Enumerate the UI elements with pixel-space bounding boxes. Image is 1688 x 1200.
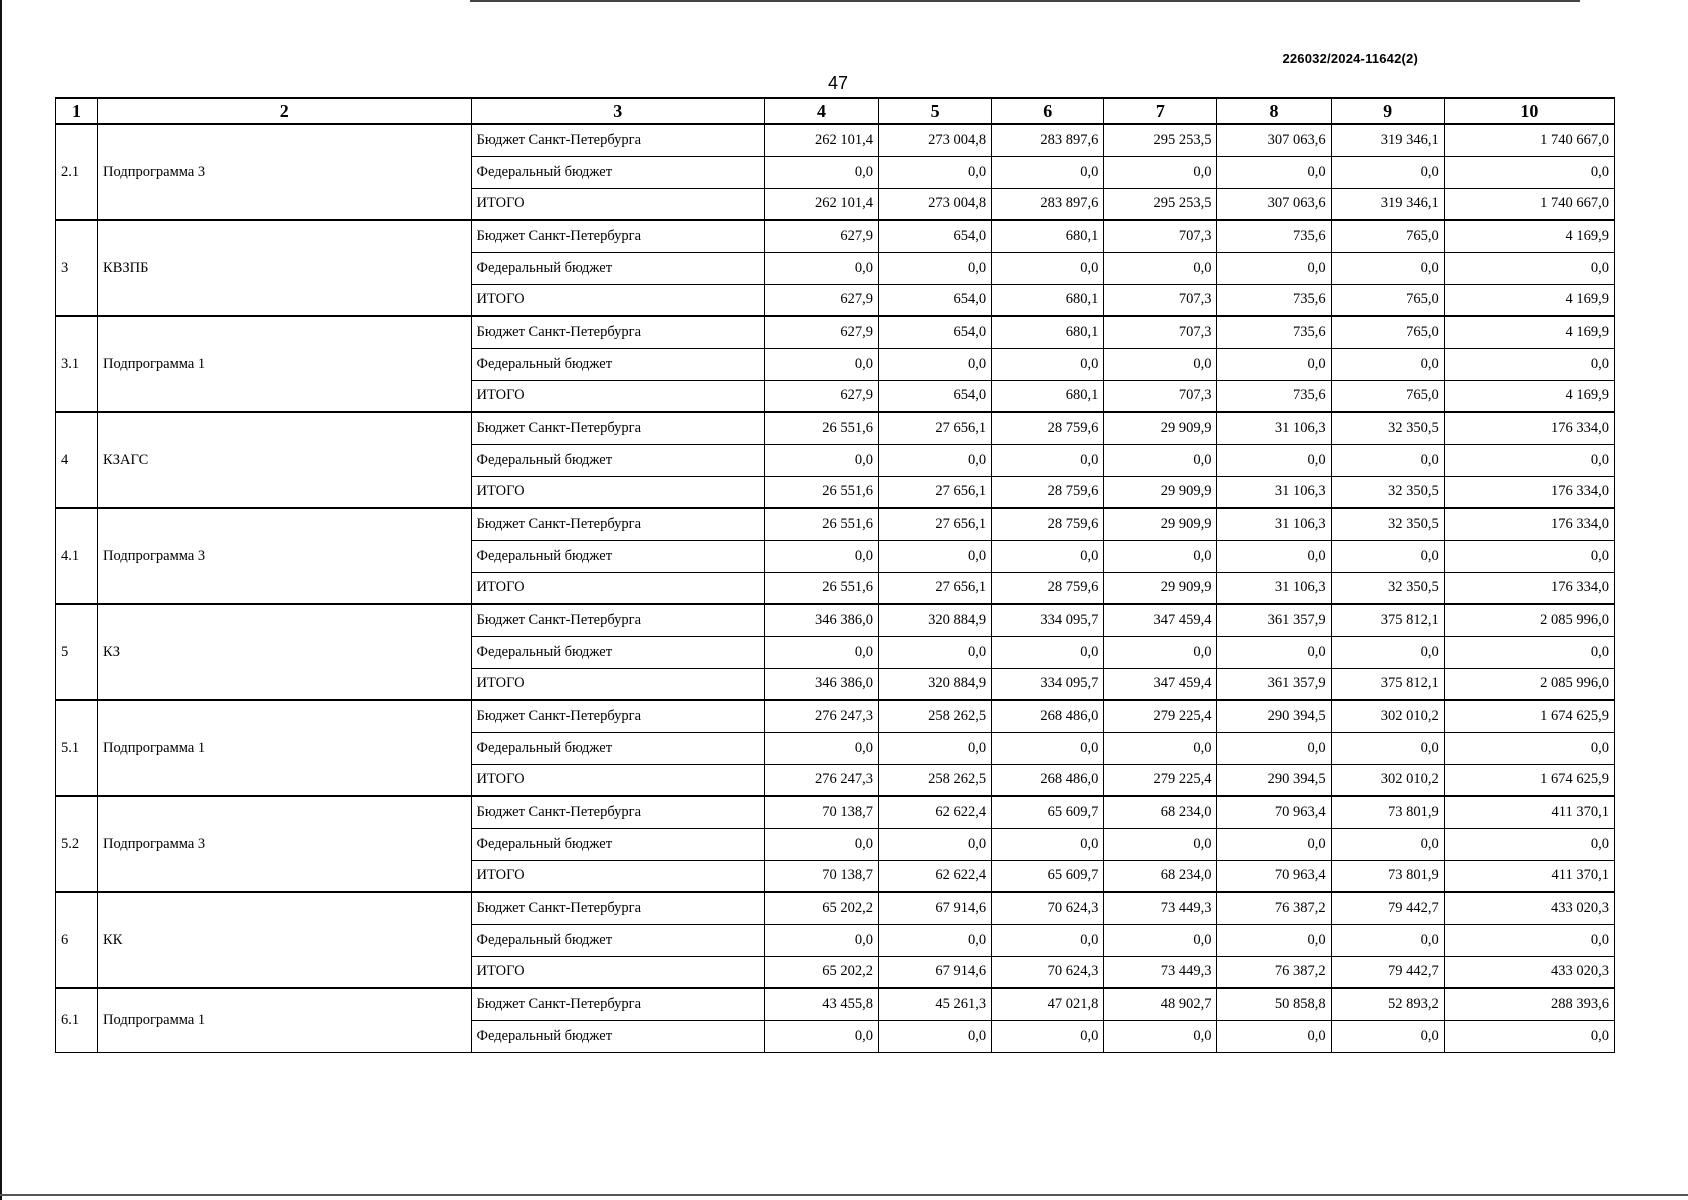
value-cell: 28 759,6 (992, 572, 1104, 604)
value-cell: 735,6 (1217, 284, 1331, 316)
value-cell: 0,0 (992, 348, 1104, 380)
value-cell: 0,0 (879, 732, 992, 764)
value-cell: 319 346,1 (1331, 188, 1444, 220)
value-cell: 0,0 (1217, 732, 1331, 764)
funding-source-cell: Федеральный бюджет (471, 540, 764, 572)
value-cell: 361 357,9 (1217, 604, 1331, 636)
value-cell: 0,0 (1217, 1020, 1331, 1052)
value-cell: 295 253,5 (1104, 188, 1217, 220)
value-cell: 334 095,7 (992, 668, 1104, 700)
value-cell: 654,0 (879, 380, 992, 412)
value-cell: 26 551,6 (764, 476, 878, 508)
value-cell: 26 551,6 (764, 572, 878, 604)
funding-source-cell: Бюджет Санкт-Петербурга (471, 604, 764, 636)
value-cell: 346 386,0 (764, 668, 878, 700)
value-cell: 26 551,6 (764, 412, 878, 444)
value-cell: 707,3 (1104, 316, 1217, 348)
row-number-cell: 4 (56, 412, 98, 508)
funding-source-cell: Федеральный бюджет (471, 444, 764, 476)
value-cell: 27 656,1 (879, 572, 992, 604)
value-cell: 70 138,7 (764, 796, 878, 828)
value-cell: 0,0 (764, 156, 878, 188)
value-cell: 32 350,5 (1331, 412, 1444, 444)
funding-source-cell: Бюджет Санкт-Петербурга (471, 124, 764, 156)
value-cell: 290 394,5 (1217, 764, 1331, 796)
value-cell: 0,0 (764, 732, 878, 764)
value-cell: 0,0 (1217, 252, 1331, 284)
table-row (56, 316, 1615, 348)
table-row (56, 892, 1615, 924)
funding-source-cell: Бюджет Санкт-Петербурга (471, 892, 764, 924)
value-cell: 0,0 (1217, 540, 1331, 572)
funding-source-cell: Федеральный бюджет (471, 156, 764, 188)
table-row (56, 412, 1615, 444)
funding-source-cell: ИТОГО (471, 380, 764, 412)
value-cell: 68 234,0 (1104, 860, 1217, 892)
value-cell: 0,0 (1331, 348, 1444, 380)
value-cell: 0,0 (1217, 156, 1331, 188)
value-cell: 0,0 (764, 540, 878, 572)
value-cell: 0,0 (879, 444, 992, 476)
funding-source-cell: Федеральный бюджет (471, 348, 764, 380)
value-cell: 0,0 (992, 924, 1104, 956)
program-name-cell: КЗАГС (98, 412, 471, 508)
value-cell: 320 884,9 (879, 668, 992, 700)
value-cell: 0,0 (879, 828, 992, 860)
row-number-cell: 6 (56, 892, 98, 988)
program-name-cell: Подпрограмма 1 (98, 700, 471, 796)
page-left-edge (0, 0, 2, 1200)
value-cell: 295 253,5 (1104, 124, 1217, 156)
value-cell: 0,0 (992, 156, 1104, 188)
value-cell: 0,0 (1331, 444, 1444, 476)
budget-table (55, 97, 1615, 1053)
column-header: 1 (56, 98, 98, 124)
column-header: 2 (98, 98, 471, 124)
value-cell: 0,0 (1444, 1020, 1614, 1052)
document-number: 226032/2024-11642(2) (1282, 51, 1418, 66)
value-cell: 707,3 (1104, 284, 1217, 316)
value-cell: 258 262,5 (879, 700, 992, 732)
value-cell: 176 334,0 (1444, 412, 1614, 444)
table-row (56, 700, 1615, 732)
value-cell: 0,0 (992, 1020, 1104, 1052)
program-name-cell: Подпрограмма 1 (98, 988, 471, 1052)
column-header: 4 (764, 98, 878, 124)
value-cell: 0,0 (992, 252, 1104, 284)
funding-source-cell: Бюджет Санкт-Петербурга (471, 220, 764, 252)
funding-source-cell: ИТОГО (471, 860, 764, 892)
value-cell: 361 357,9 (1217, 668, 1331, 700)
value-cell: 627,9 (764, 220, 878, 252)
value-cell: 347 459,4 (1104, 668, 1217, 700)
column-header: 8 (1217, 98, 1331, 124)
value-cell: 0,0 (992, 540, 1104, 572)
value-cell: 32 350,5 (1331, 476, 1444, 508)
value-cell: 0,0 (1331, 924, 1444, 956)
value-cell: 735,6 (1217, 316, 1331, 348)
value-cell: 0,0 (879, 540, 992, 572)
value-cell: 279 225,4 (1104, 764, 1217, 796)
value-cell: 290 394,5 (1217, 700, 1331, 732)
column-header: 7 (1104, 98, 1217, 124)
value-cell: 0,0 (1104, 252, 1217, 284)
value-cell: 28 759,6 (992, 508, 1104, 540)
value-cell: 276 247,3 (764, 700, 878, 732)
row-number-cell: 3 (56, 220, 98, 316)
funding-source-cell: Бюджет Санкт-Петербурга (471, 412, 764, 444)
value-cell: 0,0 (1444, 636, 1614, 668)
value-cell: 273 004,8 (879, 124, 992, 156)
value-cell: 273 004,8 (879, 188, 992, 220)
value-cell: 0,0 (1104, 1020, 1217, 1052)
value-cell: 765,0 (1331, 380, 1444, 412)
row-number-cell: 5.1 (56, 700, 98, 796)
value-cell: 268 486,0 (992, 764, 1104, 796)
value-cell: 0,0 (1104, 156, 1217, 188)
value-cell: 4 169,9 (1444, 284, 1614, 316)
value-cell: 73 801,9 (1331, 860, 1444, 892)
value-cell: 176 334,0 (1444, 572, 1614, 604)
value-cell: 176 334,0 (1444, 508, 1614, 540)
value-cell: 0,0 (879, 924, 992, 956)
value-cell: 0,0 (764, 828, 878, 860)
value-cell: 0,0 (1444, 156, 1614, 188)
value-cell: 276 247,3 (764, 764, 878, 796)
table-row (56, 988, 1615, 1020)
value-cell: 47 021,8 (992, 988, 1104, 1020)
table-row (56, 220, 1615, 252)
column-header: 3 (471, 98, 764, 124)
value-cell: 307 063,6 (1217, 124, 1331, 156)
program-name-cell: Подпрограмма 3 (98, 124, 471, 220)
value-cell: 29 909,9 (1104, 412, 1217, 444)
value-cell: 302 010,2 (1331, 700, 1444, 732)
value-cell: 0,0 (879, 156, 992, 188)
funding-source-cell: ИТОГО (471, 572, 764, 604)
value-cell: 375 812,1 (1331, 668, 1444, 700)
value-cell: 765,0 (1331, 284, 1444, 316)
value-cell: 62 622,4 (879, 860, 992, 892)
funding-source-cell: ИТОГО (471, 476, 764, 508)
value-cell: 680,1 (992, 284, 1104, 316)
value-cell: 48 902,7 (1104, 988, 1217, 1020)
value-cell: 0,0 (879, 1020, 992, 1052)
value-cell: 0,0 (764, 1020, 878, 1052)
value-cell: 65 609,7 (992, 796, 1104, 828)
value-cell: 0,0 (992, 732, 1104, 764)
value-cell: 68 234,0 (1104, 796, 1217, 828)
value-cell: 0,0 (1444, 924, 1614, 956)
value-cell: 0,0 (1217, 444, 1331, 476)
value-cell: 319 346,1 (1331, 124, 1444, 156)
value-cell: 70 624,3 (992, 892, 1104, 924)
value-cell: 79 442,7 (1331, 892, 1444, 924)
value-cell: 29 909,9 (1104, 508, 1217, 540)
value-cell: 0,0 (1444, 348, 1614, 380)
value-cell: 73 449,3 (1104, 892, 1217, 924)
value-cell: 268 486,0 (992, 700, 1104, 732)
value-cell: 735,6 (1217, 220, 1331, 252)
program-name-cell: Подпрограмма 3 (98, 796, 471, 892)
value-cell: 288 393,6 (1444, 988, 1614, 1020)
value-cell: 29 909,9 (1104, 476, 1217, 508)
value-cell: 28 759,6 (992, 476, 1104, 508)
value-cell: 2 085 996,0 (1444, 604, 1614, 636)
value-cell: 411 370,1 (1444, 860, 1614, 892)
value-cell: 65 202,2 (764, 892, 878, 924)
value-cell: 0,0 (1331, 1020, 1444, 1052)
funding-source-cell: Бюджет Санкт-Петербурга (471, 988, 764, 1020)
program-name-cell: КЗ (98, 604, 471, 700)
value-cell: 26 551,6 (764, 508, 878, 540)
funding-source-cell: Федеральный бюджет (471, 828, 764, 860)
value-cell: 707,3 (1104, 380, 1217, 412)
row-number-cell: 4.1 (56, 508, 98, 604)
value-cell: 707,3 (1104, 220, 1217, 252)
value-cell: 0,0 (1217, 924, 1331, 956)
value-cell: 627,9 (764, 380, 878, 412)
funding-source-cell: Бюджет Санкт-Петербурга (471, 316, 764, 348)
value-cell: 0,0 (1331, 636, 1444, 668)
page-bottom-edge (0, 1194, 1688, 1196)
value-cell: 320 884,9 (879, 604, 992, 636)
value-cell: 0,0 (764, 348, 878, 380)
program-name-cell: Подпрограмма 3 (98, 508, 471, 604)
value-cell: 65 202,2 (764, 956, 878, 988)
value-cell: 283 897,6 (992, 188, 1104, 220)
value-cell: 735,6 (1217, 380, 1331, 412)
value-cell: 62 622,4 (879, 796, 992, 828)
column-header: 6 (992, 98, 1104, 124)
value-cell: 680,1 (992, 220, 1104, 252)
value-cell: 433 020,3 (1444, 956, 1614, 988)
funding-source-cell: Федеральный бюджет (471, 732, 764, 764)
value-cell: 76 387,2 (1217, 892, 1331, 924)
value-cell: 70 624,3 (992, 956, 1104, 988)
value-cell: 31 106,3 (1217, 572, 1331, 604)
value-cell: 0,0 (1331, 252, 1444, 284)
funding-source-cell: ИТОГО (471, 668, 764, 700)
value-cell: 627,9 (764, 284, 878, 316)
value-cell: 0,0 (764, 444, 878, 476)
funding-source-cell: Бюджет Санкт-Петербурга (471, 508, 764, 540)
value-cell: 79 442,7 (1331, 956, 1444, 988)
value-cell: 0,0 (1104, 828, 1217, 860)
value-cell: 45 261,3 (879, 988, 992, 1020)
value-cell: 0,0 (992, 444, 1104, 476)
value-cell: 0,0 (1331, 540, 1444, 572)
value-cell: 0,0 (1104, 732, 1217, 764)
value-cell: 31 106,3 (1217, 476, 1331, 508)
value-cell: 258 262,5 (879, 764, 992, 796)
funding-source-cell: Бюджет Санкт-Петербурга (471, 700, 764, 732)
row-number-cell: 3.1 (56, 316, 98, 412)
value-cell: 680,1 (992, 316, 1104, 348)
value-cell: 27 656,1 (879, 476, 992, 508)
value-cell: 1 674 625,9 (1444, 700, 1614, 732)
value-cell: 346 386,0 (764, 604, 878, 636)
funding-source-cell: ИТОГО (471, 188, 764, 220)
value-cell: 73 801,9 (1331, 796, 1444, 828)
value-cell: 50 858,8 (1217, 988, 1331, 1020)
value-cell: 0,0 (1217, 348, 1331, 380)
program-name-cell: КВЗПБ (98, 220, 471, 316)
table-row (56, 508, 1615, 540)
value-cell: 262 101,4 (764, 188, 878, 220)
value-cell: 0,0 (879, 252, 992, 284)
value-cell: 32 350,5 (1331, 572, 1444, 604)
value-cell: 0,0 (1444, 252, 1614, 284)
value-cell: 0,0 (1444, 732, 1614, 764)
table-row (56, 124, 1615, 156)
funding-source-cell: ИТОГО (471, 284, 764, 316)
value-cell: 70 963,4 (1217, 860, 1331, 892)
value-cell: 411 370,1 (1444, 796, 1614, 828)
value-cell: 0,0 (1217, 828, 1331, 860)
value-cell: 627,9 (764, 316, 878, 348)
column-header: 9 (1331, 98, 1444, 124)
value-cell: 29 909,9 (1104, 572, 1217, 604)
value-cell: 0,0 (879, 636, 992, 668)
value-cell: 27 656,1 (879, 412, 992, 444)
funding-source-cell: Бюджет Санкт-Петербурга (471, 796, 764, 828)
value-cell: 0,0 (1104, 636, 1217, 668)
table-body (56, 124, 1615, 1052)
value-cell: 4 169,9 (1444, 380, 1614, 412)
value-cell: 0,0 (1331, 828, 1444, 860)
table-header-row (56, 98, 1615, 124)
value-cell: 262 101,4 (764, 124, 878, 156)
value-cell: 76 387,2 (1217, 956, 1331, 988)
value-cell: 32 350,5 (1331, 508, 1444, 540)
value-cell: 0,0 (1444, 444, 1614, 476)
value-cell: 302 010,2 (1331, 764, 1444, 796)
value-cell: 433 020,3 (1444, 892, 1614, 924)
value-cell: 347 459,4 (1104, 604, 1217, 636)
value-cell: 31 106,3 (1217, 412, 1331, 444)
value-cell: 176 334,0 (1444, 476, 1614, 508)
value-cell: 334 095,7 (992, 604, 1104, 636)
funding-source-cell: Федеральный бюджет (471, 1020, 764, 1052)
value-cell: 1 674 625,9 (1444, 764, 1614, 796)
value-cell: 765,0 (1331, 220, 1444, 252)
page-top-edge (470, 0, 1580, 2)
value-cell: 1 740 667,0 (1444, 124, 1614, 156)
value-cell: 0,0 (1104, 444, 1217, 476)
funding-source-cell: Федеральный бюджет (471, 252, 764, 284)
value-cell: 654,0 (879, 316, 992, 348)
value-cell: 67 914,6 (879, 956, 992, 988)
value-cell: 765,0 (1331, 316, 1444, 348)
value-cell: 0,0 (1331, 732, 1444, 764)
value-cell: 43 455,8 (764, 988, 878, 1020)
value-cell: 70 963,4 (1217, 796, 1331, 828)
value-cell: 4 169,9 (1444, 220, 1614, 252)
program-name-cell: КК (98, 892, 471, 988)
value-cell: 0,0 (1444, 828, 1614, 860)
value-cell: 0,0 (1331, 156, 1444, 188)
table-row (56, 796, 1615, 828)
value-cell: 0,0 (992, 636, 1104, 668)
value-cell: 31 106,3 (1217, 508, 1331, 540)
value-cell: 680,1 (992, 380, 1104, 412)
table-row (56, 604, 1615, 636)
value-cell: 27 656,1 (879, 508, 992, 540)
value-cell: 0,0 (992, 828, 1104, 860)
value-cell: 654,0 (879, 220, 992, 252)
value-cell: 0,0 (1104, 924, 1217, 956)
funding-source-cell: ИТОГО (471, 764, 764, 796)
value-cell: 0,0 (1444, 540, 1614, 572)
value-cell: 4 169,9 (1444, 316, 1614, 348)
program-name-cell: Подпрограмма 1 (98, 316, 471, 412)
value-cell: 0,0 (764, 636, 878, 668)
value-cell: 0,0 (879, 348, 992, 380)
column-header: 10 (1444, 98, 1614, 124)
value-cell: 279 225,4 (1104, 700, 1217, 732)
funding-source-cell: ИТОГО (471, 956, 764, 988)
column-header: 5 (879, 98, 992, 124)
funding-source-cell: Федеральный бюджет (471, 636, 764, 668)
value-cell: 28 759,6 (992, 412, 1104, 444)
value-cell: 65 609,7 (992, 860, 1104, 892)
page-number: 47 (828, 73, 849, 93)
value-cell: 0,0 (1104, 540, 1217, 572)
value-cell: 0,0 (764, 924, 878, 956)
value-cell: 307 063,6 (1217, 188, 1331, 220)
row-number-cell: 6.1 (56, 988, 98, 1052)
value-cell: 52 893,2 (1331, 988, 1444, 1020)
row-number-cell: 2.1 (56, 124, 98, 220)
value-cell: 2 085 996,0 (1444, 668, 1614, 700)
value-cell: 67 914,6 (879, 892, 992, 924)
value-cell: 70 138,7 (764, 860, 878, 892)
value-cell: 654,0 (879, 284, 992, 316)
value-cell: 1 740 667,0 (1444, 188, 1614, 220)
value-cell: 0,0 (1104, 348, 1217, 380)
row-number-cell: 5.2 (56, 796, 98, 892)
value-cell: 0,0 (1217, 636, 1331, 668)
funding-source-cell: Федеральный бюджет (471, 924, 764, 956)
value-cell: 375 812,1 (1331, 604, 1444, 636)
value-cell: 283 897,6 (992, 124, 1104, 156)
row-number-cell: 5 (56, 604, 98, 700)
value-cell: 0,0 (764, 252, 878, 284)
value-cell: 73 449,3 (1104, 956, 1217, 988)
